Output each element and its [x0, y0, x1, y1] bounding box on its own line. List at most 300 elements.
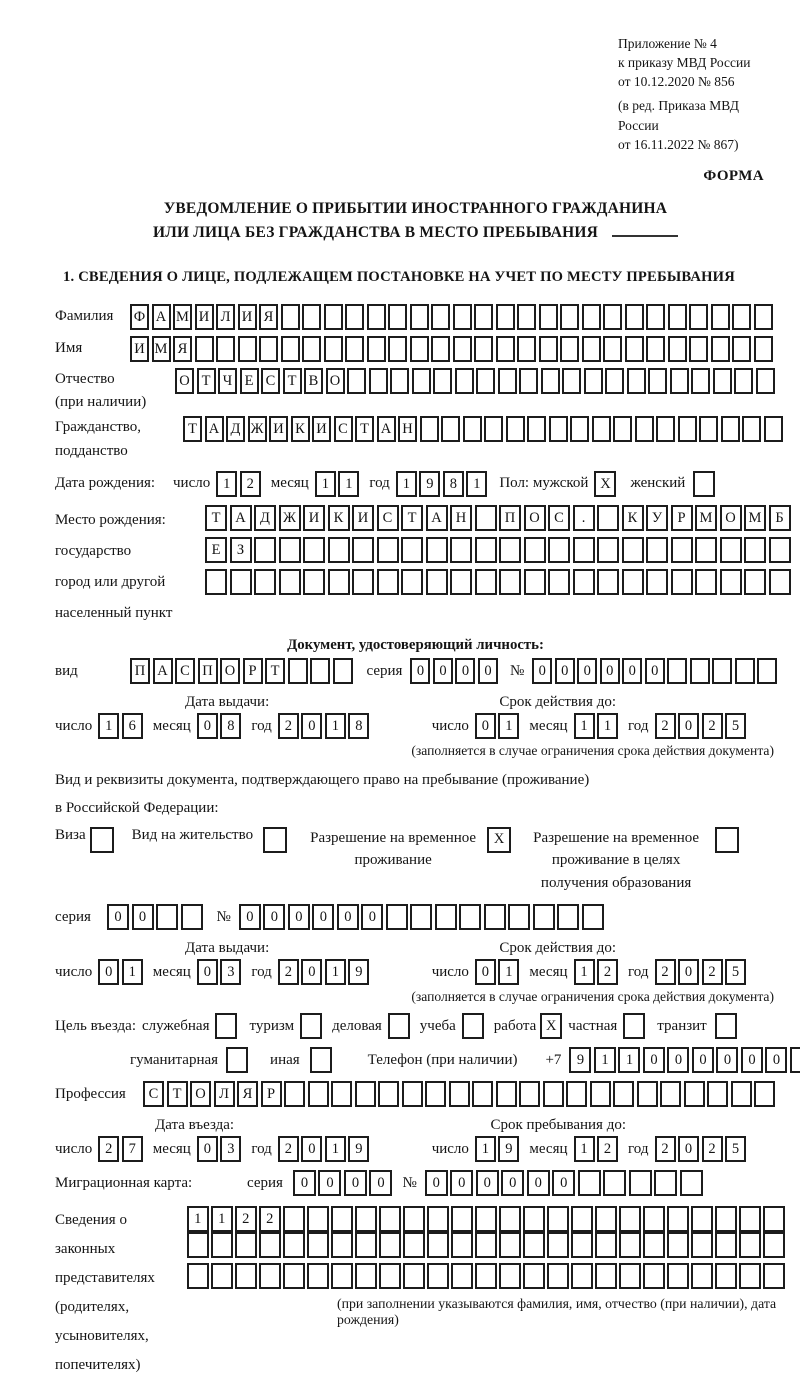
char-cell[interactable]: 1: [98, 713, 119, 739]
char-cell[interactable]: [605, 368, 624, 394]
char-cell[interactable]: 0: [678, 1136, 699, 1162]
char-cell[interactable]: П: [499, 505, 521, 531]
char-cell[interactable]: [441, 416, 460, 442]
char-cell[interactable]: 1: [574, 959, 595, 985]
char-cell[interactable]: [656, 416, 675, 442]
char-cell[interactable]: С: [334, 416, 353, 442]
char-cell[interactable]: [215, 1013, 237, 1039]
char-cell[interactable]: [547, 1263, 569, 1289]
char-cell[interactable]: Ж: [279, 505, 301, 531]
char-cell[interactable]: [379, 1206, 401, 1232]
char-cell[interactable]: Е: [205, 537, 227, 563]
char-cell[interactable]: Я: [259, 304, 278, 330]
char-cell[interactable]: 0: [622, 658, 642, 684]
char-cell[interactable]: [453, 304, 472, 330]
char-cell[interactable]: [597, 569, 619, 595]
char-cell[interactable]: [331, 1232, 353, 1258]
char-cell[interactable]: [524, 569, 546, 595]
char-cell[interactable]: 0: [475, 959, 496, 985]
char-cell[interactable]: [426, 537, 448, 563]
char-cell[interactable]: 0: [425, 1170, 448, 1196]
char-cell[interactable]: [453, 336, 472, 362]
char-cell[interactable]: [744, 537, 766, 563]
char-cell[interactable]: Ж: [248, 416, 267, 442]
char-cell[interactable]: [603, 304, 622, 330]
char-cell[interactable]: [619, 1206, 641, 1232]
char-cell[interactable]: [388, 304, 407, 330]
char-cell[interactable]: [431, 304, 450, 330]
char-cell[interactable]: [355, 1232, 377, 1258]
char-cell[interactable]: С: [261, 368, 280, 394]
char-cell[interactable]: 1: [211, 1206, 233, 1232]
char-cell[interactable]: [739, 1263, 761, 1289]
char-cell[interactable]: [548, 537, 570, 563]
char-cell[interactable]: [527, 416, 546, 442]
char-cell[interactable]: 0: [293, 1170, 316, 1196]
char-cell[interactable]: [715, 827, 739, 853]
char-cell[interactable]: 0: [107, 904, 129, 930]
char-cell[interactable]: [324, 304, 343, 330]
char-cell[interactable]: [603, 1170, 626, 1196]
char-cell[interactable]: [263, 827, 287, 853]
char-cell[interactable]: [449, 1081, 470, 1107]
char-cell[interactable]: И: [303, 505, 325, 531]
char-cell[interactable]: [303, 537, 325, 563]
char-cell[interactable]: [763, 1232, 785, 1258]
char-cell[interactable]: [499, 537, 521, 563]
char-cell[interactable]: 0: [312, 904, 334, 930]
char-cell[interactable]: 0: [678, 713, 699, 739]
char-cell[interactable]: [476, 368, 495, 394]
char-cell[interactable]: Р: [261, 1081, 282, 1107]
char-cell[interactable]: [211, 1232, 233, 1258]
char-cell[interactable]: 5: [725, 959, 746, 985]
char-cell[interactable]: [668, 304, 687, 330]
char-cell[interactable]: [573, 537, 595, 563]
char-cell[interactable]: [635, 416, 654, 442]
char-cell[interactable]: [367, 304, 386, 330]
char-cell[interactable]: X: [594, 471, 616, 497]
char-cell[interactable]: 0: [501, 1170, 524, 1196]
char-cell[interactable]: [475, 537, 497, 563]
char-cell[interactable]: 0: [555, 658, 575, 684]
char-cell[interactable]: С: [548, 505, 570, 531]
char-cell[interactable]: [582, 336, 601, 362]
char-cell[interactable]: А: [426, 505, 448, 531]
char-cell[interactable]: [519, 368, 538, 394]
char-cell[interactable]: [707, 1081, 728, 1107]
char-cell[interactable]: [571, 1206, 593, 1232]
char-cell[interactable]: [379, 1263, 401, 1289]
char-cell[interactable]: [238, 336, 257, 362]
char-cell[interactable]: [691, 1206, 713, 1232]
char-cell[interactable]: [205, 569, 227, 595]
char-cell[interactable]: [691, 1232, 713, 1258]
char-cell[interactable]: [627, 368, 646, 394]
char-cell[interactable]: [484, 416, 503, 442]
char-cell[interactable]: [744, 569, 766, 595]
char-cell[interactable]: 1: [466, 471, 487, 497]
char-cell[interactable]: [355, 1263, 377, 1289]
char-cell[interactable]: [333, 658, 353, 684]
char-cell[interactable]: [712, 658, 732, 684]
char-cell[interactable]: П: [198, 658, 218, 684]
char-cell[interactable]: [433, 368, 452, 394]
char-cell[interactable]: К: [622, 505, 644, 531]
char-cell[interactable]: [582, 904, 604, 930]
char-cell[interactable]: А: [377, 416, 396, 442]
char-cell[interactable]: О: [524, 505, 546, 531]
char-cell[interactable]: 1: [574, 1136, 595, 1162]
char-cell[interactable]: [308, 1081, 329, 1107]
char-cell[interactable]: М: [695, 505, 717, 531]
char-cell[interactable]: [523, 1263, 545, 1289]
char-cell[interactable]: [420, 416, 439, 442]
char-cell[interactable]: 0: [532, 658, 552, 684]
char-cell[interactable]: [195, 336, 214, 362]
char-cell[interactable]: Ч: [218, 368, 237, 394]
char-cell[interactable]: [496, 336, 515, 362]
char-cell[interactable]: [603, 336, 622, 362]
char-cell[interactable]: [310, 658, 330, 684]
char-cell[interactable]: [732, 304, 751, 330]
char-cell[interactable]: И: [238, 304, 257, 330]
char-cell[interactable]: [499, 1232, 521, 1258]
char-cell[interactable]: 3: [220, 1136, 241, 1162]
char-cell[interactable]: [629, 1170, 652, 1196]
char-cell[interactable]: [720, 537, 742, 563]
char-cell[interactable]: [622, 569, 644, 595]
char-cell[interactable]: [646, 304, 665, 330]
char-cell[interactable]: 0: [475, 713, 496, 739]
char-cell[interactable]: 0: [577, 658, 597, 684]
char-cell[interactable]: [352, 537, 374, 563]
char-cell[interactable]: [403, 1206, 425, 1232]
char-cell[interactable]: [595, 1263, 617, 1289]
char-cell[interactable]: 0: [455, 658, 475, 684]
char-cell[interactable]: М: [744, 505, 766, 531]
char-cell[interactable]: [548, 569, 570, 595]
char-cell[interactable]: 2: [259, 1206, 281, 1232]
char-cell[interactable]: [498, 368, 517, 394]
char-cell[interactable]: [401, 537, 423, 563]
char-cell[interactable]: [427, 1232, 449, 1258]
char-cell[interactable]: [613, 1081, 634, 1107]
char-cell[interactable]: О: [326, 368, 345, 394]
char-cell[interactable]: Т: [197, 368, 216, 394]
char-cell[interactable]: [475, 1232, 497, 1258]
char-cell[interactable]: [646, 336, 665, 362]
char-cell[interactable]: [562, 368, 581, 394]
char-cell[interactable]: [769, 537, 791, 563]
char-cell[interactable]: [757, 658, 777, 684]
char-cell[interactable]: [377, 569, 399, 595]
char-cell[interactable]: 2: [278, 1136, 299, 1162]
char-cell[interactable]: В: [304, 368, 323, 394]
char-cell[interactable]: [459, 904, 481, 930]
char-cell[interactable]: [667, 658, 687, 684]
char-cell[interactable]: Б: [769, 505, 791, 531]
char-cell[interactable]: [654, 1170, 677, 1196]
char-cell[interactable]: 0: [476, 1170, 499, 1196]
char-cell[interactable]: 0: [450, 1170, 473, 1196]
char-cell[interactable]: [403, 1232, 425, 1258]
char-cell[interactable]: И: [130, 336, 149, 362]
char-cell[interactable]: [450, 569, 472, 595]
char-cell[interactable]: 0: [478, 658, 498, 684]
char-cell[interactable]: [496, 304, 515, 330]
char-cell[interactable]: [307, 1263, 329, 1289]
char-cell[interactable]: [667, 1206, 689, 1232]
char-cell[interactable]: [181, 904, 203, 930]
char-cell[interactable]: Т: [183, 416, 202, 442]
char-cell[interactable]: [475, 1206, 497, 1232]
char-cell[interactable]: [689, 336, 708, 362]
char-cell[interactable]: [226, 1047, 248, 1073]
char-cell[interactable]: [455, 368, 474, 394]
char-cell[interactable]: [187, 1232, 209, 1258]
char-cell[interactable]: [216, 336, 235, 362]
char-cell[interactable]: [451, 1232, 473, 1258]
char-cell[interactable]: [695, 537, 717, 563]
char-cell[interactable]: 9: [348, 1136, 369, 1162]
char-cell[interactable]: 0: [132, 904, 154, 930]
char-cell[interactable]: [331, 1206, 353, 1232]
char-cell[interactable]: [523, 1206, 545, 1232]
char-cell[interactable]: [547, 1232, 569, 1258]
char-cell[interactable]: [484, 904, 506, 930]
char-cell[interactable]: [427, 1263, 449, 1289]
char-cell[interactable]: [302, 336, 321, 362]
char-cell[interactable]: [543, 1081, 564, 1107]
char-cell[interactable]: [578, 1170, 601, 1196]
char-cell[interactable]: [533, 904, 555, 930]
char-cell[interactable]: Ф: [130, 304, 149, 330]
char-cell[interactable]: 2: [702, 959, 723, 985]
char-cell[interactable]: [622, 537, 644, 563]
char-cell[interactable]: [648, 368, 667, 394]
char-cell[interactable]: [431, 336, 450, 362]
char-cell[interactable]: [582, 304, 601, 330]
char-cell[interactable]: [734, 368, 753, 394]
char-cell[interactable]: [435, 904, 457, 930]
char-cell[interactable]: [739, 1206, 761, 1232]
char-cell[interactable]: [711, 304, 730, 330]
char-cell[interactable]: З: [230, 537, 252, 563]
char-cell[interactable]: [235, 1232, 257, 1258]
char-cell[interactable]: [475, 1263, 497, 1289]
char-cell[interactable]: [283, 1232, 305, 1258]
char-cell[interactable]: А: [153, 658, 173, 684]
char-cell[interactable]: 1: [498, 959, 519, 985]
char-cell[interactable]: [386, 904, 408, 930]
char-cell[interactable]: 1: [475, 1136, 496, 1162]
char-cell[interactable]: [590, 1081, 611, 1107]
char-cell[interactable]: X: [487, 827, 511, 853]
char-cell[interactable]: [735, 658, 755, 684]
char-cell[interactable]: [499, 1206, 521, 1232]
char-cell[interactable]: 8: [220, 713, 241, 739]
char-cell[interactable]: К: [328, 505, 350, 531]
char-cell[interactable]: [539, 336, 558, 362]
char-cell[interactable]: 0: [301, 1136, 322, 1162]
char-cell[interactable]: Я: [237, 1081, 258, 1107]
char-cell[interactable]: 0: [527, 1170, 550, 1196]
char-cell[interactable]: А: [230, 505, 252, 531]
char-cell[interactable]: 9: [569, 1047, 591, 1073]
char-cell[interactable]: [307, 1232, 329, 1258]
char-cell[interactable]: [623, 1013, 645, 1039]
char-cell[interactable]: 9: [348, 959, 369, 985]
char-cell[interactable]: [450, 537, 472, 563]
char-cell[interactable]: 0: [433, 658, 453, 684]
char-cell[interactable]: [571, 1232, 593, 1258]
char-cell[interactable]: [426, 569, 448, 595]
char-cell[interactable]: [524, 537, 546, 563]
char-cell[interactable]: 2: [702, 1136, 723, 1162]
char-cell[interactable]: [597, 505, 619, 531]
char-cell[interactable]: 9: [419, 471, 440, 497]
char-cell[interactable]: М: [152, 336, 171, 362]
char-cell[interactable]: [472, 1081, 493, 1107]
char-cell[interactable]: [678, 416, 697, 442]
char-cell[interactable]: [451, 1206, 473, 1232]
char-cell[interactable]: [410, 336, 429, 362]
char-cell[interactable]: [763, 1206, 785, 1232]
char-cell[interactable]: [667, 1232, 689, 1258]
char-cell[interactable]: [560, 336, 579, 362]
char-cell[interactable]: [425, 1081, 446, 1107]
char-cell[interactable]: [691, 1263, 713, 1289]
char-cell[interactable]: [324, 336, 343, 362]
char-cell[interactable]: [288, 658, 308, 684]
char-cell[interactable]: [711, 336, 730, 362]
char-cell[interactable]: [331, 1081, 352, 1107]
char-cell[interactable]: 1: [498, 713, 519, 739]
char-cell[interactable]: 5: [725, 1136, 746, 1162]
char-cell[interactable]: К: [291, 416, 310, 442]
char-cell[interactable]: О: [720, 505, 742, 531]
char-cell[interactable]: [475, 569, 497, 595]
char-cell[interactable]: И: [312, 416, 331, 442]
char-cell[interactable]: Т: [355, 416, 374, 442]
char-cell[interactable]: [302, 304, 321, 330]
char-cell[interactable]: Р: [671, 505, 693, 531]
char-cell[interactable]: [474, 336, 493, 362]
char-cell[interactable]: [283, 1206, 305, 1232]
char-cell[interactable]: 1: [597, 713, 618, 739]
char-cell[interactable]: [643, 1232, 665, 1258]
char-cell[interactable]: [595, 1206, 617, 1232]
char-cell[interactable]: [259, 1232, 281, 1258]
char-cell[interactable]: Н: [450, 505, 472, 531]
char-cell[interactable]: [739, 1232, 761, 1258]
char-cell[interactable]: [671, 537, 693, 563]
char-cell[interactable]: [254, 569, 276, 595]
char-cell[interactable]: [90, 827, 114, 853]
char-cell[interactable]: 1: [618, 1047, 640, 1073]
char-cell[interactable]: [279, 537, 301, 563]
char-cell[interactable]: Л: [216, 304, 235, 330]
char-cell[interactable]: С: [175, 658, 195, 684]
char-cell[interactable]: [613, 416, 632, 442]
char-cell[interactable]: 1: [574, 713, 595, 739]
char-cell[interactable]: [347, 368, 366, 394]
char-cell[interactable]: [742, 416, 761, 442]
char-cell[interactable]: 1: [315, 471, 336, 497]
char-cell[interactable]: [303, 569, 325, 595]
char-cell[interactable]: [660, 1081, 681, 1107]
char-cell[interactable]: 0: [645, 658, 665, 684]
char-cell[interactable]: [764, 416, 783, 442]
char-cell[interactable]: [388, 336, 407, 362]
char-cell[interactable]: 1: [325, 959, 346, 985]
char-cell[interactable]: [547, 1206, 569, 1232]
char-cell[interactable]: [769, 569, 791, 595]
char-cell[interactable]: [646, 537, 668, 563]
char-cell[interactable]: [367, 336, 386, 362]
char-cell[interactable]: [307, 1206, 329, 1232]
char-cell[interactable]: 0: [600, 658, 620, 684]
char-cell[interactable]: [156, 904, 178, 930]
char-cell[interactable]: С: [377, 505, 399, 531]
char-cell[interactable]: [715, 1263, 737, 1289]
char-cell[interactable]: 0: [369, 1170, 392, 1196]
char-cell[interactable]: [756, 368, 775, 394]
char-cell[interactable]: [517, 304, 536, 330]
char-cell[interactable]: [720, 569, 742, 595]
char-cell[interactable]: [463, 416, 482, 442]
char-cell[interactable]: [671, 569, 693, 595]
char-cell[interactable]: [310, 1047, 332, 1073]
char-cell[interactable]: [259, 336, 278, 362]
char-cell[interactable]: [715, 1206, 737, 1232]
char-cell[interactable]: А: [205, 416, 224, 442]
char-cell[interactable]: 0: [98, 959, 119, 985]
char-cell[interactable]: [517, 336, 536, 362]
char-cell[interactable]: 2: [702, 713, 723, 739]
char-cell[interactable]: 1: [187, 1206, 209, 1232]
char-cell[interactable]: Л: [214, 1081, 235, 1107]
char-cell[interactable]: [668, 336, 687, 362]
char-cell[interactable]: 0: [765, 1047, 787, 1073]
char-cell[interactable]: 2: [597, 1136, 618, 1162]
char-cell[interactable]: 8: [348, 713, 369, 739]
char-cell[interactable]: [646, 569, 668, 595]
char-cell[interactable]: Д: [226, 416, 245, 442]
char-cell[interactable]: [680, 1170, 703, 1196]
char-cell[interactable]: О: [175, 368, 194, 394]
char-cell[interactable]: [508, 904, 530, 930]
char-cell[interactable]: [571, 1263, 593, 1289]
char-cell[interactable]: 0: [288, 904, 310, 930]
char-cell[interactable]: [592, 416, 611, 442]
char-cell[interactable]: [284, 1081, 305, 1107]
char-cell[interactable]: [715, 1013, 737, 1039]
char-cell[interactable]: С: [143, 1081, 164, 1107]
char-cell[interactable]: [499, 569, 521, 595]
char-cell[interactable]: 0: [239, 904, 261, 930]
char-cell[interactable]: [693, 471, 715, 497]
char-cell[interactable]: 5: [725, 713, 746, 739]
char-cell[interactable]: 0: [301, 959, 322, 985]
char-cell[interactable]: Т: [167, 1081, 188, 1107]
char-cell[interactable]: [279, 569, 301, 595]
char-cell[interactable]: [732, 336, 751, 362]
char-cell[interactable]: У: [646, 505, 668, 531]
char-cell[interactable]: А: [152, 304, 171, 330]
char-cell[interactable]: 0: [197, 1136, 218, 1162]
